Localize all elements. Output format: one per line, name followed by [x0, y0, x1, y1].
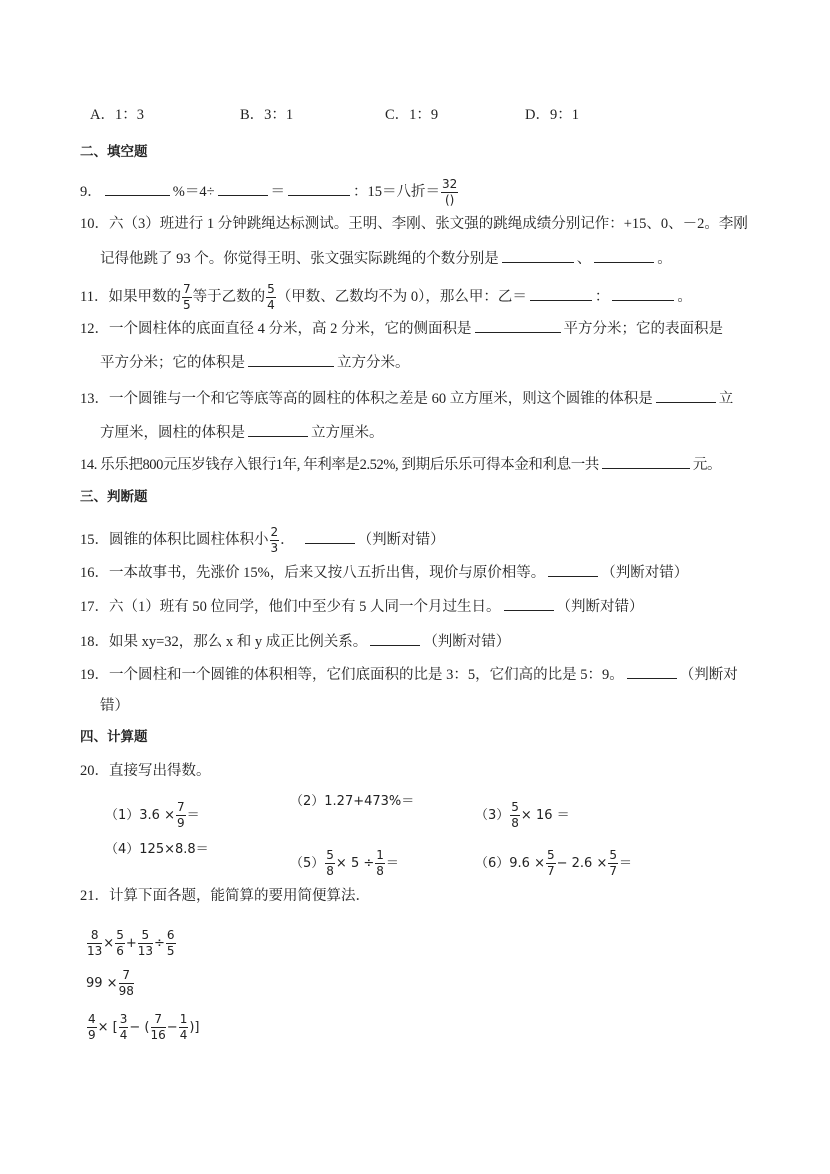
q-text: （判断对错）: [601, 565, 689, 581]
denominator: 4: [267, 298, 275, 312]
denominator: 8: [326, 864, 334, 878]
fraction: [115, 928, 125, 959]
question-9: [80, 177, 459, 208]
numerator: 4: [88, 1012, 96, 1026]
q-text: 18．如果 xy=32，那么 x 和 y 成正比例关系。: [80, 634, 368, 650]
denominator: (): [445, 193, 455, 207]
answer-blank[interactable]: [530, 286, 592, 301]
denominator: 98: [118, 984, 134, 998]
fraction: [375, 848, 385, 879]
numerator: 1: [179, 1012, 188, 1026]
q-text: ＝: [186, 808, 200, 823]
q-text: × 16 ＝: [520, 808, 570, 823]
q-text: 99 ×: [86, 976, 118, 991]
q-text: 17．六（1）班有 50 位同学，他们中至少有 5 人同一个月过生日。: [80, 599, 501, 615]
q-text: 14. 乐乐把800元压岁钱存入银行1年, 年利率是2.52%, 到期后乐乐可得本金和利息一共: [80, 457, 599, 473]
q-text: 15．圆锥的体积比圆柱体积小: [80, 531, 269, 548]
answer-blank[interactable]: [218, 181, 268, 196]
question-19: [80, 664, 738, 685]
section-judge-heading: 三、判断题: [80, 489, 148, 505]
question-13: [80, 388, 733, 409]
numerator: 2: [270, 525, 279, 539]
q-number: 9．: [80, 183, 102, 200]
denominator: 5: [182, 298, 191, 312]
numerator: 5: [609, 848, 617, 862]
q-text: %＝4÷: [172, 183, 215, 200]
option-d: D．9：1: [525, 107, 579, 123]
section-calc-heading: 四、计算题: [80, 729, 148, 745]
q-text: − 2.6 ×: [556, 856, 608, 871]
q-text: 元。: [692, 457, 722, 473]
question-17: [80, 596, 644, 617]
option-a: A．1：3: [90, 107, 144, 123]
question-15: [80, 525, 445, 556]
fraction: [546, 848, 556, 879]
q-text: 记得他跳了 93 个。你觉得王明、张文强实际跳绳的个数分别是: [100, 251, 499, 267]
denominator: 4: [179, 1028, 188, 1042]
q-text: ＝: [270, 183, 286, 200]
answer-blank[interactable]: [288, 181, 350, 196]
denominator: 9: [176, 816, 185, 830]
operator: × [: [97, 1020, 118, 1035]
denominator: 8: [511, 816, 519, 830]
q-text: 等于乙数的: [192, 288, 266, 305]
denominator: 9: [88, 1028, 96, 1042]
denominator: 5: [166, 944, 175, 958]
fraction: [179, 1012, 189, 1043]
answer-blank[interactable]: [370, 631, 420, 646]
q-text: 12．一个圆柱体的底面直径 4 分米，高 2 分米，它的侧面积是: [80, 321, 472, 337]
fraction: [119, 1012, 129, 1043]
question-12: [80, 318, 723, 339]
q-text: 方厘米，圆柱的体积是: [100, 425, 245, 441]
q-text: 立方分米。: [337, 355, 410, 371]
denominator: 7: [546, 864, 555, 878]
answer-blank[interactable]: [248, 352, 334, 367]
q-text: （6）9.6 ×: [475, 856, 545, 871]
numerator: 5: [267, 282, 275, 296]
numerator: 7: [119, 968, 134, 984]
numerator: 8: [87, 928, 102, 944]
q21-expression-2: [86, 968, 135, 999]
answer-blank[interactable]: [504, 596, 554, 611]
q-text: 立: [718, 391, 734, 407]
q-text: 16．一本故事书，先涨价 15%，后来又按八五折出售，现价与原价相等。: [80, 565, 546, 581]
q-text: ：15＝八折＝: [353, 183, 441, 200]
q-text: 19．一个圆柱和一个圆锥的体积相等，它们底面积的比是 3：5，它们高的比是 5：9。: [80, 667, 624, 683]
q-text: ：: [594, 288, 610, 305]
question-12-cont: [100, 352, 410, 373]
question-16: [80, 562, 688, 583]
fraction: [151, 1012, 166, 1043]
operator: ÷: [154, 936, 165, 951]
q21-expression-1: [86, 928, 177, 959]
operator: − (: [129, 1020, 150, 1035]
q-text: 13．一个圆锥与一个和它等底等高的圆柱的体积之差是 60 立方厘米，则这个圆锥的体积是: [80, 391, 653, 407]
q-text: ．: [280, 531, 295, 548]
q-text: ＝: [385, 856, 399, 871]
q-text: × 5 ÷: [335, 856, 375, 871]
fraction: [325, 848, 335, 879]
fraction: [176, 800, 186, 831]
fraction: [182, 282, 192, 313]
q20-part-1: [105, 800, 200, 831]
answer-blank[interactable]: [105, 181, 170, 196]
fraction: [270, 525, 280, 556]
denominator: 13: [87, 944, 103, 958]
q20-part-4: （4）125×8.8＝: [105, 842, 209, 857]
question-10: 10．六（3）班进行 1 分钟跳绳达标测试。王明、李刚、张文强的跳绳成绩分别记作：+15、0、－2。李刚: [80, 216, 748, 232]
q20-part-6: [475, 848, 632, 879]
fraction: [119, 968, 134, 999]
numerator: 7: [176, 800, 185, 814]
numerator: 6: [166, 928, 175, 942]
numerator: 5: [546, 848, 555, 862]
answer-blank[interactable]: [248, 422, 308, 437]
denominator: 7: [609, 864, 617, 878]
q-text: （判断对错）: [357, 531, 445, 548]
question-20-title: 20．直接写出得数。: [80, 763, 211, 779]
numerator: 7: [151, 1012, 166, 1028]
answer-blank[interactable]: [627, 664, 677, 679]
q20-part-5: [290, 848, 399, 879]
operator: −: [166, 1020, 178, 1035]
answer-blank[interactable]: [502, 248, 574, 263]
fraction: [87, 1012, 97, 1043]
answer-blank[interactable]: [656, 388, 716, 403]
question-21-title: 21．计算下面各题，能简算的要用简便算法．: [80, 888, 370, 904]
q-text: ＝: [619, 856, 633, 871]
question-19-cont: 错）: [100, 698, 129, 714]
q-text: 立方厘米。: [311, 425, 384, 441]
answer-blank[interactable]: [612, 286, 674, 301]
fraction: [166, 928, 176, 959]
question-11: [80, 282, 692, 313]
numerator: 1: [376, 848, 384, 862]
answer-blank[interactable]: [475, 318, 561, 333]
operator: ×: [103, 936, 115, 951]
fraction: [87, 928, 102, 959]
q-text: 。: [657, 251, 672, 267]
answer-blank[interactable]: [594, 248, 654, 263]
answer-blank[interactable]: [602, 454, 690, 469]
q-text: 11．如果甲数的: [80, 288, 181, 305]
q-text: （判断对错）: [423, 634, 511, 650]
fraction: [266, 282, 276, 313]
q-text: 、: [576, 251, 592, 267]
fraction: [608, 848, 618, 879]
denominator: 16: [150, 1028, 166, 1042]
question-10-cont: [100, 248, 672, 269]
numerator: 5: [138, 928, 153, 944]
operator: )]: [189, 1020, 200, 1035]
fraction: [138, 928, 153, 959]
denominator: 4: [119, 1028, 128, 1042]
denominator: 3: [270, 541, 279, 555]
numerator: 32: [442, 177, 458, 191]
q-text: （判断对错）: [556, 599, 644, 615]
question-18: [80, 631, 510, 652]
q-text: （5）: [290, 856, 325, 871]
numerator: 5: [116, 928, 124, 942]
numerator: 7: [182, 282, 191, 296]
question-14: [80, 454, 721, 475]
operator: +: [125, 936, 137, 951]
q-text: （3）: [475, 808, 510, 823]
q-text: 平方分米；它的体积是: [100, 355, 245, 371]
numerator: 5: [326, 848, 334, 862]
numerator: 3: [119, 1012, 128, 1026]
fraction: [510, 800, 520, 831]
q-text: 。: [677, 288, 692, 305]
denominator: 13: [137, 944, 154, 958]
option-b: B．3：1: [240, 107, 294, 123]
option-c: C．1：9: [385, 107, 439, 123]
q-text: 平方分米；它的表面积是: [563, 321, 723, 337]
answer-blank[interactable]: [305, 529, 355, 544]
q-text: （判断对: [679, 667, 738, 683]
answer-blank[interactable]: [548, 562, 598, 577]
numerator: 5: [511, 800, 519, 814]
q20-part-3: [475, 800, 570, 831]
q20-part-2: （2）1.27+473%＝: [290, 794, 415, 809]
fraction: [441, 177, 458, 208]
q21-expression-3: [86, 1012, 199, 1043]
q-text: （1）3.6 ×: [105, 808, 175, 823]
denominator: 6: [116, 944, 124, 958]
q-text: （甲数、乙数均不为 0），那么甲：乙＝: [276, 288, 527, 305]
section-fill-heading: 二、填空题: [80, 144, 148, 160]
question-13-cont: [100, 422, 384, 443]
denominator: 8: [376, 864, 384, 878]
